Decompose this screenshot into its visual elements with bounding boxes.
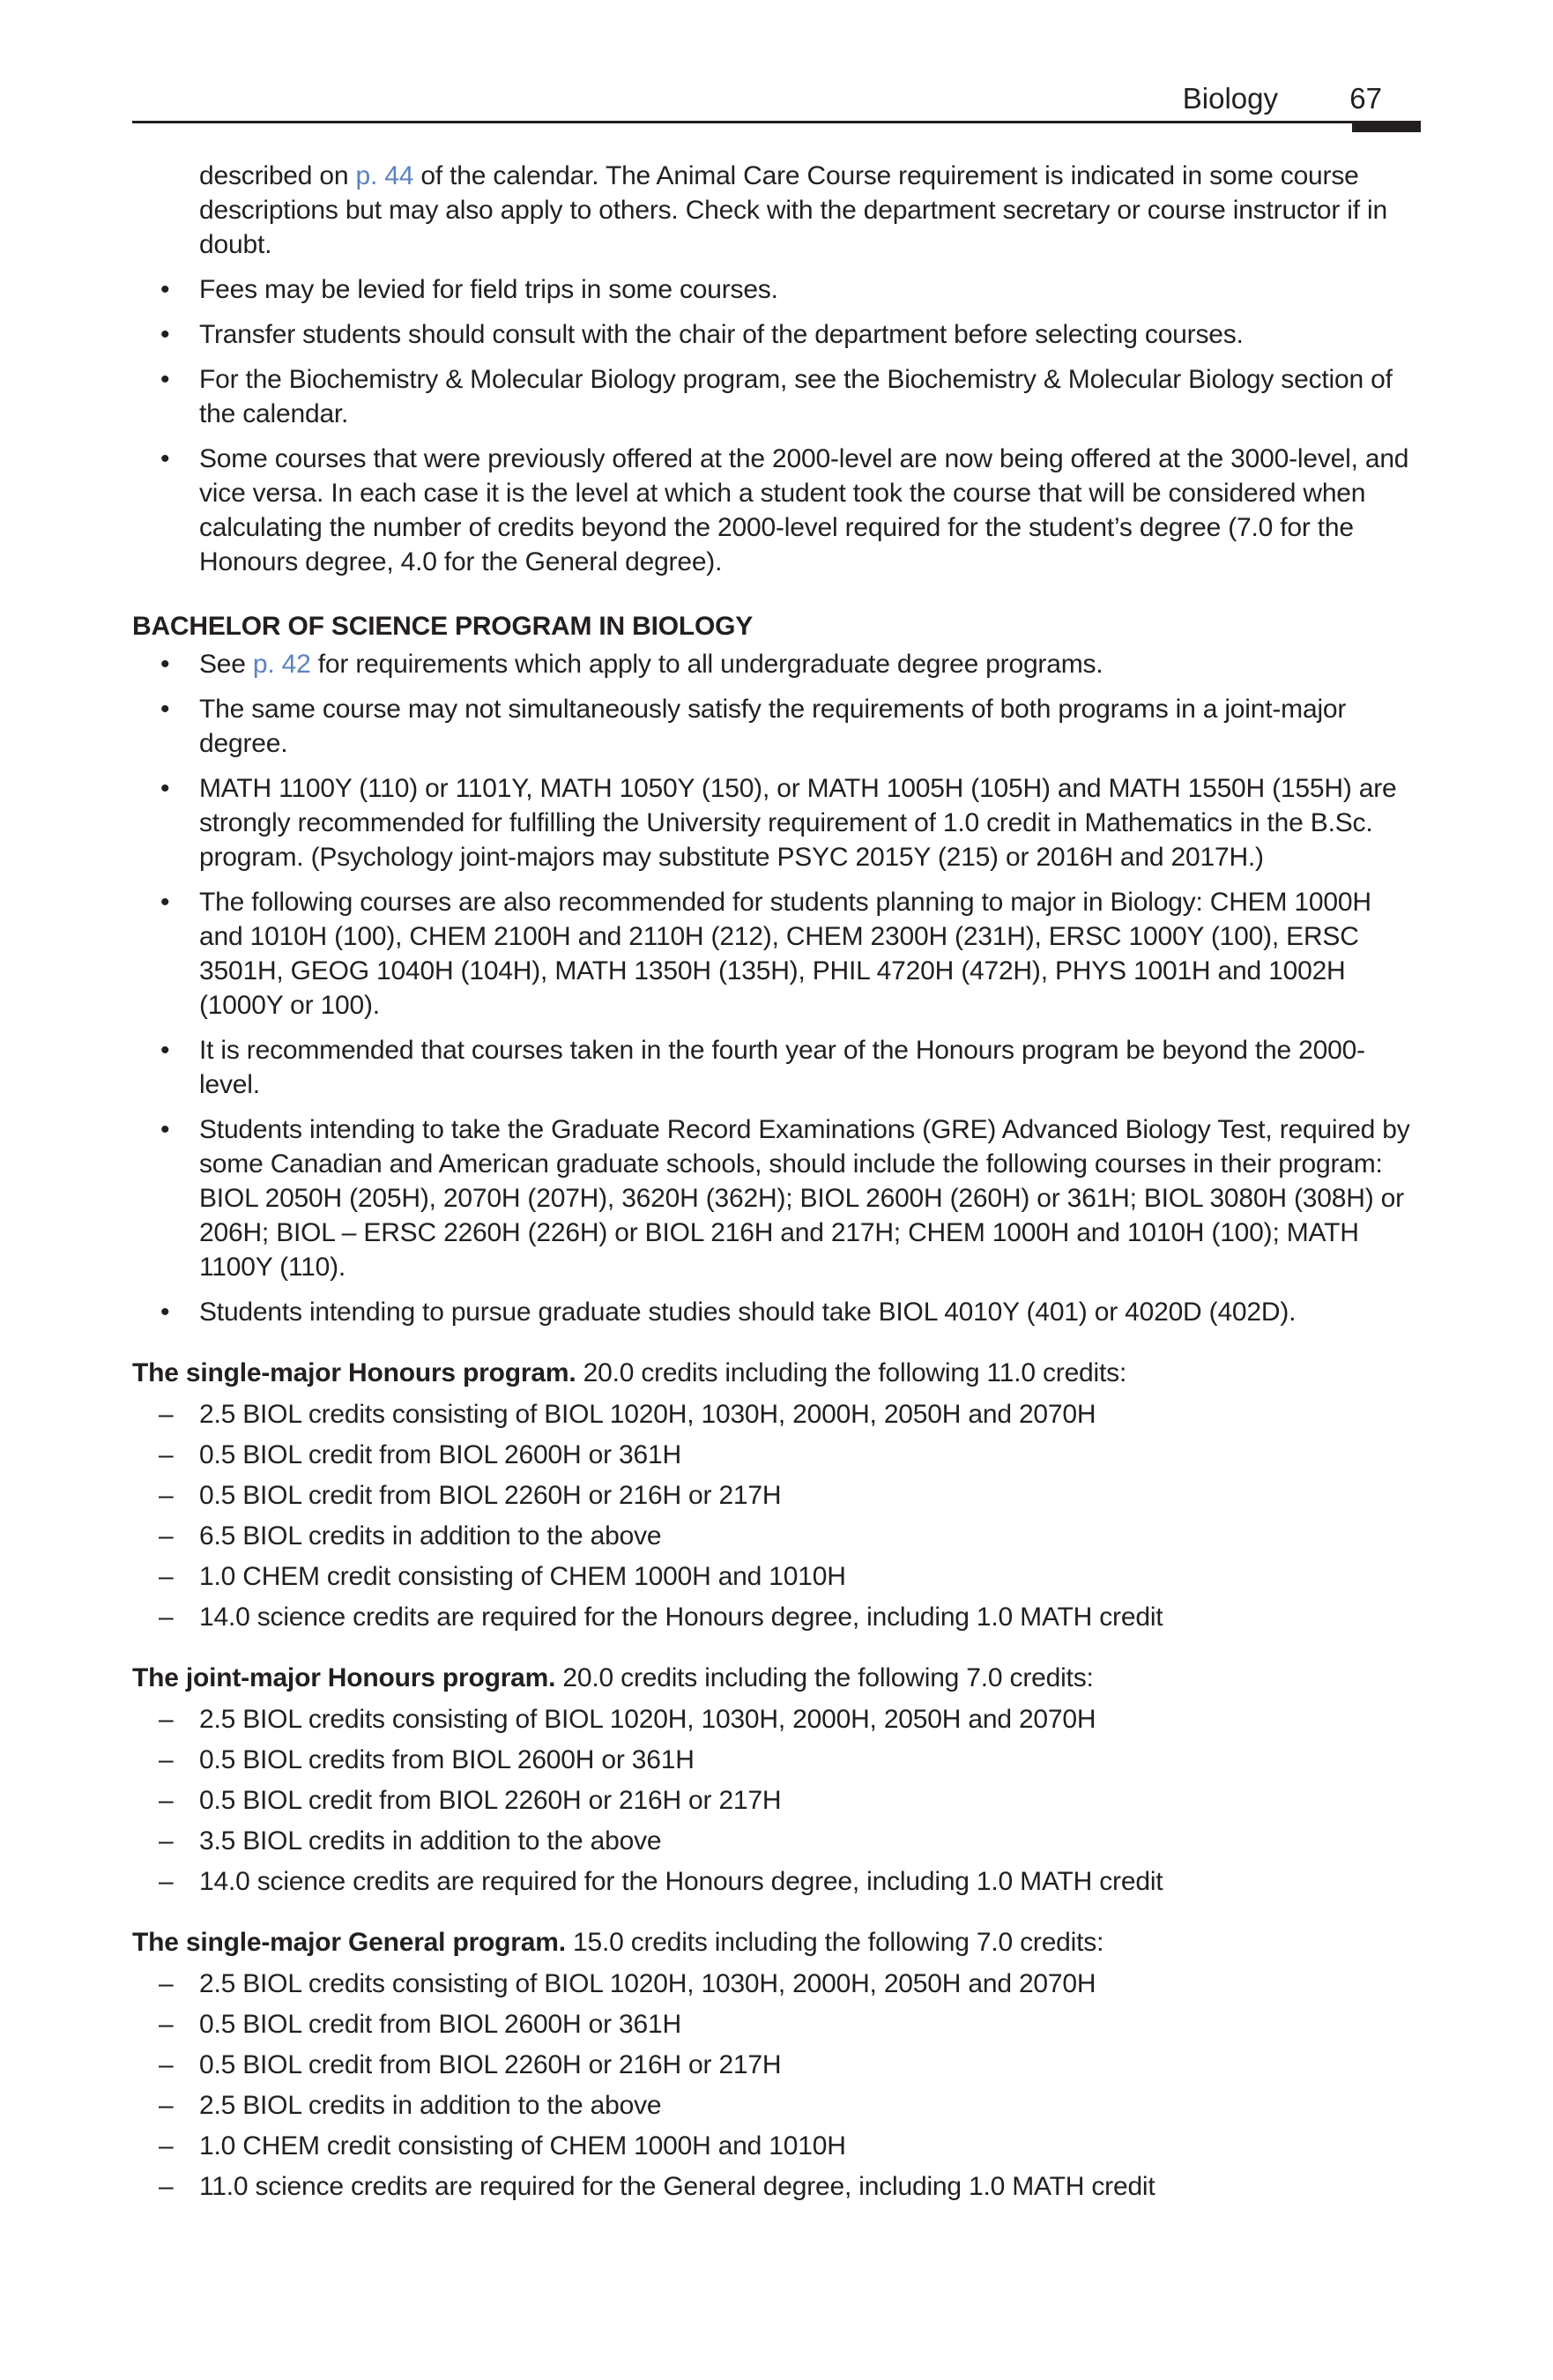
- program-heading: [132, 1661, 1421, 1695]
- page-44-link[interactable]: p. 44: [355, 161, 414, 190]
- requirement-item: – 14.0 science credits are required for the Honours degree, including 1.0 MATH credit: [132, 1864, 1421, 1899]
- requirement-item: – 0.5 BIOL credit from BIOL 2260H or 216H or 217H: [132, 2048, 1421, 2082]
- requirement-item: – 0.5 BIOL credit from BIOL 2600H or 361H: [132, 1438, 1421, 1472]
- requirement-item: – 2.5 BIOL credits consisting of BIOL 1020H, 1030H, 2000H, 2050H and 2070H: [132, 1397, 1421, 1432]
- header-tab-marker: [1352, 121, 1421, 132]
- program-single-major-honours: [132, 1356, 1421, 1634]
- requirement-item: – 1.0 CHEM credit consisting of CHEM 1000H and 1010H: [132, 2129, 1421, 2163]
- continued-bullet-text: [199, 159, 1421, 262]
- program-heading: [132, 1925, 1421, 1960]
- requirement-item: – 0.5 BIOL credits from BIOL 2600H or 361H: [132, 1743, 1421, 1777]
- program-title: The single-major Honours program.: [132, 1358, 576, 1387]
- list-item: • Students intending to take the Graduate Record Examinations (GRE) Advanced Biology Test, required by some Canadian and American graduate schools, should include the following courses in their program: BIOL 2050H (205H), 2070H (207H), 3620H (362H); BIOL 2600H (260H) or 361H; BIOL 3080H (308H) or 206H; BIOL – ERSC 2260H (226H) or BIOL 216H and 217H; CHEM 1000H and 1010H (100); MATH 1100Y (110).: [132, 1112, 1421, 1284]
- program-single-major-general: [132, 1925, 1421, 2204]
- intro-bullet-list: [132, 272, 1421, 579]
- requirement-item: – 3.5 BIOL credits in addition to the above: [132, 1824, 1421, 1858]
- requirement-item: – 1.0 CHEM credit consisting of CHEM 1000H and 1010H: [132, 1559, 1421, 1594]
- program-title: The single-major General program.: [132, 1928, 566, 1957]
- page-number: 67: [1349, 82, 1382, 115]
- requirement-item: – 2.5 BIOL credits consisting of BIOL 1020H, 1030H, 2000H, 2050H and 2070H: [132, 1702, 1421, 1737]
- requirement-item: – 11.0 science credits are required for the General degree, including 1.0 MATH credit: [132, 2169, 1421, 2204]
- list-item: • The following courses are also recommended for students planning to major in Biology: CHEM 1000H and 1010H (100), CHEM 2100H and 2110H (212), CHEM 2300H (231H), ERSC 1000Y (100), ERSC 3501H, GEOG 1040H (104H), MATH 1350H (135H), PHIL 4720H (472H), PHYS 1001H and 1002H (1000Y or 100).: [132, 885, 1421, 1023]
- list-item: • Students intending to pursue graduate studies should take BIOL 4010Y (401) or 4020D (402D).: [132, 1295, 1421, 1329]
- program-summary: 20.0 credits including the following 7.0 credits:: [555, 1663, 1094, 1692]
- page-header: [132, 78, 1421, 123]
- requirement-item: – 14.0 science credits are required for the Honours degree, including 1.0 MATH credit: [132, 1600, 1421, 1634]
- page-content: [132, 159, 1421, 2210]
- list-item: • It is recommended that courses taken in the fourth year of the Honours program be beyond the 2000-level.: [132, 1033, 1421, 1102]
- page-42-link[interactable]: p. 42: [252, 650, 311, 679]
- program-summary: 15.0 credits including the following 7.0 credits:: [565, 1928, 1104, 1957]
- requirement-item: – 2.5 BIOL credits consisting of BIOL 1020H, 1030H, 2000H, 2050H and 2070H: [132, 1967, 1421, 2001]
- requirement-item: – 2.5 BIOL credits in addition to the above: [132, 2088, 1421, 2123]
- program-summary: 20.0 credits including the following 11.0 credits:: [576, 1358, 1127, 1387]
- requirement-item: – 0.5 BIOL credit from BIOL 2600H or 361H: [132, 2007, 1421, 2042]
- continued-text-start: described on: [199, 161, 356, 190]
- list-item: [132, 647, 1421, 681]
- requirements-text: for requirements which apply to all undergraduate degree programs.: [310, 650, 1103, 679]
- running-head-section: Biology: [1182, 82, 1278, 115]
- list-item: • Some courses that were previously offered at the 2000-level are now being offered at the 3000-level, and vice versa. In each case it is the level at which a student took the course that will be considered when calculating the number of credits beyond the 2000-level required for the student’s degree (7.0 for the Honours degree, 4.0 for the General degree).: [132, 442, 1421, 579]
- requirement-item: – 0.5 BIOL credit from BIOL 2260H or 216H or 217H: [132, 1783, 1421, 1818]
- bsc-bullet-list: [132, 647, 1421, 1329]
- program-heading: [132, 1356, 1421, 1390]
- requirement-item: – 6.5 BIOL credits in addition to the above: [132, 1519, 1421, 1553]
- requirement-list: [132, 1967, 1421, 2204]
- section-heading: BACHELOR OF SCIENCE PROGRAM IN BIOLOGY: [132, 612, 754, 641]
- requirement-list: [132, 1702, 1421, 1899]
- list-item: • For the Biochemistry & Molecular Biology program, see the Biochemistry & Molecular Biology section of the calendar.: [132, 362, 1421, 431]
- requirement-item: – 0.5 BIOL credit from BIOL 2260H or 216H or 217H: [132, 1478, 1421, 1513]
- list-item: • Fees may be levied for field trips in some courses.: [132, 272, 1421, 307]
- list-item: • The same course may not simultaneously satisfy the requirements of both programs in a joint-major degree.: [132, 692, 1421, 761]
- program-joint-major-honours: [132, 1661, 1421, 1899]
- see-text: See: [199, 650, 253, 679]
- list-item: • MATH 1100Y (110) or 1101Y, MATH 1050Y (150), or MATH 1005H (105H) and MATH 1550H (155H) are strongly recommended for fulfilling the University requirement of 1.0 credit in Mathematics in the B.Sc. program. (Psychology joint-majors may substitute PSYC 2015Y (215) or 2016H and 2017H.): [132, 771, 1421, 874]
- continued-text-end: of the calendar. The Animal Care Course requirement is indicated in some course descriptions but may also apply to others. Check with the department secretary or course instructor if in doubt.: [199, 161, 1387, 259]
- header-rule: [132, 121, 1421, 123]
- requirement-list: [132, 1397, 1421, 1634]
- list-item: • Transfer students should consult with the chair of the department before selecting courses.: [132, 317, 1421, 352]
- program-title: The joint-major Honours program.: [132, 1663, 556, 1692]
